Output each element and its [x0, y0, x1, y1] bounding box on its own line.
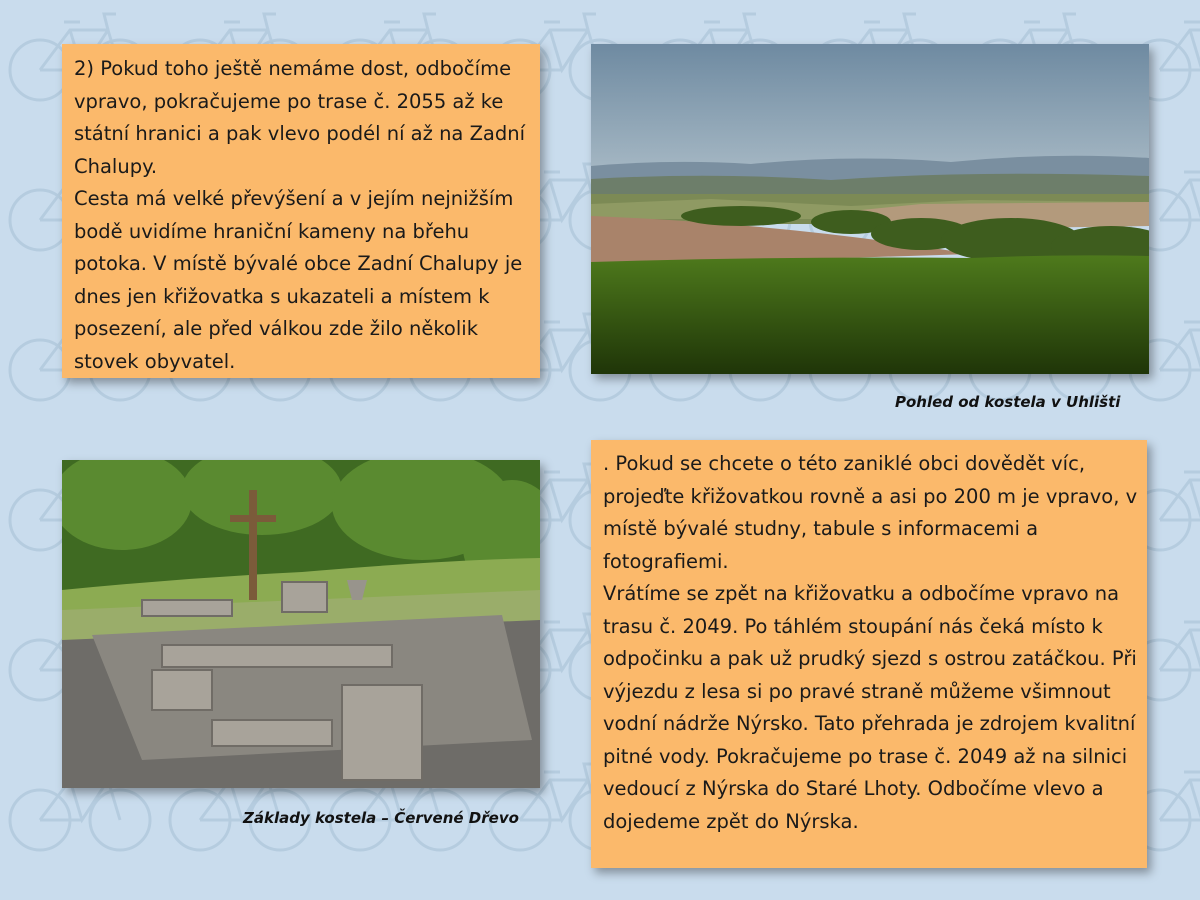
photo-landscape-view: [591, 44, 1149, 374]
caption-landscape: Pohled od kostela v Uhlišti: [895, 393, 1121, 411]
paragraph: . Pokud se chcete o této zaniklé obci dovědět víc, projeďte křižovatkou rovně a asi po 200 m je vpravo, v místě bývalé studny, tabule s informacemi a fotografiemi.: [603, 452, 1138, 573]
text-box-zadni-chalupy: [62, 44, 540, 378]
text-box-route-description: [591, 440, 1147, 868]
photo-church-ruins: [62, 460, 540, 788]
paragraph: Vrátíme se zpět na křižovatku a odbočíme vpravo na trasu č. 2049. Po táhlém stoupání nás čeká místo k odpočinku a pak už prudký sjezd s ostrou zatáčkou. Při výjezdu z lesa si po pravé straně můžeme všimnout vodní nádrže Nýrsko. Tato přehrada je zdrojem kvalitní pitné vody. Pokračujeme po trase č. 2049 až na silnici vedoucí z Nýrska do Staré Lhoty. Odbočíme vlevo a dojedeme zpět do Nýrska.: [603, 582, 1137, 833]
paragraph: 2) Pokud toho ještě nemáme dost, odbočíme vpravo, pokračujeme po trase č. 2055 až ke státní hranici a pak vlevo podél ní až na Zadní Chalupy.: [74, 57, 526, 178]
paragraph: Cesta má velké převýšení a v jejím nejnižším bodě uvidíme hraniční kameny na břehu potoka. V místě bývalé obce Zadní Chalupy je dnes jen křižovatka s ukazateli a místem k posezení, ale před válkou zde žilo několik stovek obyvatel.: [74, 187, 523, 373]
caption-church-ruins: Základy kostela – Červené Dřevo: [243, 809, 519, 827]
